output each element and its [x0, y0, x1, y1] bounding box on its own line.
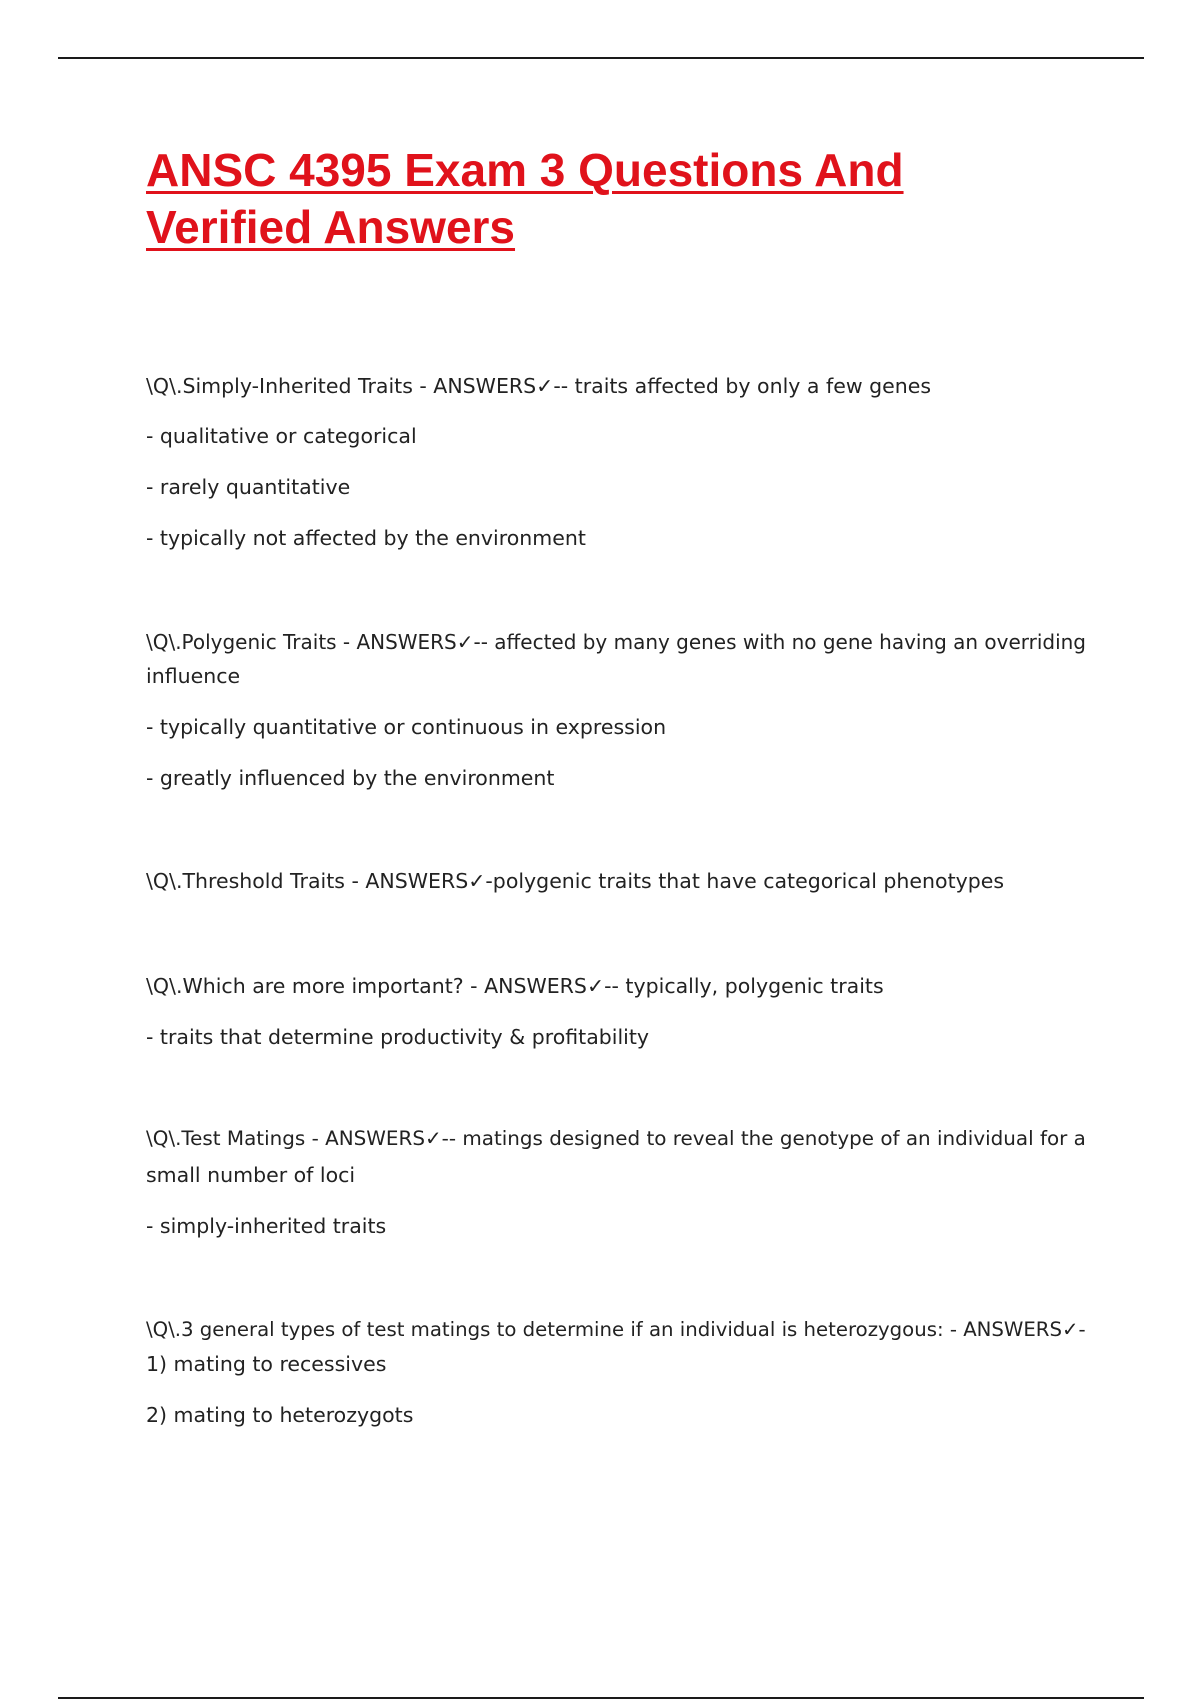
qa-answer-line: - typically quantitative or continuous in expression: [146, 715, 667, 739]
check-mark-icon: ✓: [424, 1127, 442, 1150]
check-mark-icon: ✓: [456, 630, 474, 654]
qa-question-test-matings: \Q\.Test Matings - ANSWERS✓-- matings designed to reveal the genotype of an individual for a: [146, 1127, 1086, 1150]
qa-question-polygenic: \Q\.Polygenic Traits - ANSWERS✓-- affected by many genes with no gene having an overriding: [146, 630, 1086, 654]
qa-answer-line: - rarely quantitative: [146, 475, 351, 499]
page-title: [146, 142, 1106, 256]
qa-question-which-important: \Q\.Which are more important? - ANSWERS✓-- typically, polygenic traits: [146, 974, 884, 998]
qa-answer-line: 1) mating to recessives: [146, 1352, 387, 1376]
page-title-line-1: ANSC 4395 Exam 3 Questions And: [146, 144, 904, 196]
check-mark-icon: ✓: [468, 869, 486, 893]
qa-answer-line: - traits that determine productivity & profitability: [146, 1025, 650, 1049]
bottom-rule: [58, 1697, 1144, 1699]
page-title-line-2: Verified Answers: [146, 201, 516, 253]
qa-answer-line: - simply-inherited traits: [146, 1214, 387, 1238]
qa-answer-line: 2) mating to heterozygots: [146, 1403, 414, 1427]
top-rule: [58, 57, 1144, 59]
qa-question-simply-inherited: \Q\.Simply-Inherited Traits - ANSWERS✓-- traits affected by only a few genes: [146, 374, 932, 398]
qa-answer-line: influence: [146, 664, 241, 688]
qa-question-threshold: \Q\.Threshold Traits - ANSWERS✓-polygenic traits that have categorical phenotypes: [146, 869, 1005, 893]
qa-answer-line: - qualitative or categorical: [146, 424, 417, 448]
qa-answer-line: - greatly influenced by the environment: [146, 766, 555, 790]
check-mark-icon: ✓: [586, 974, 605, 998]
qa-answer-line: small number of loci: [146, 1163, 356, 1187]
qa-question-test-mating-types: \Q\.3 general types of test matings to determine if an individual is heterozygous: - ANSWERS✓-: [146, 1318, 1086, 1341]
qa-answer-line: - typically not affected by the environment: [146, 526, 586, 550]
check-mark-icon: ✓: [536, 374, 554, 398]
check-mark-icon: ✓: [1061, 1318, 1079, 1341]
